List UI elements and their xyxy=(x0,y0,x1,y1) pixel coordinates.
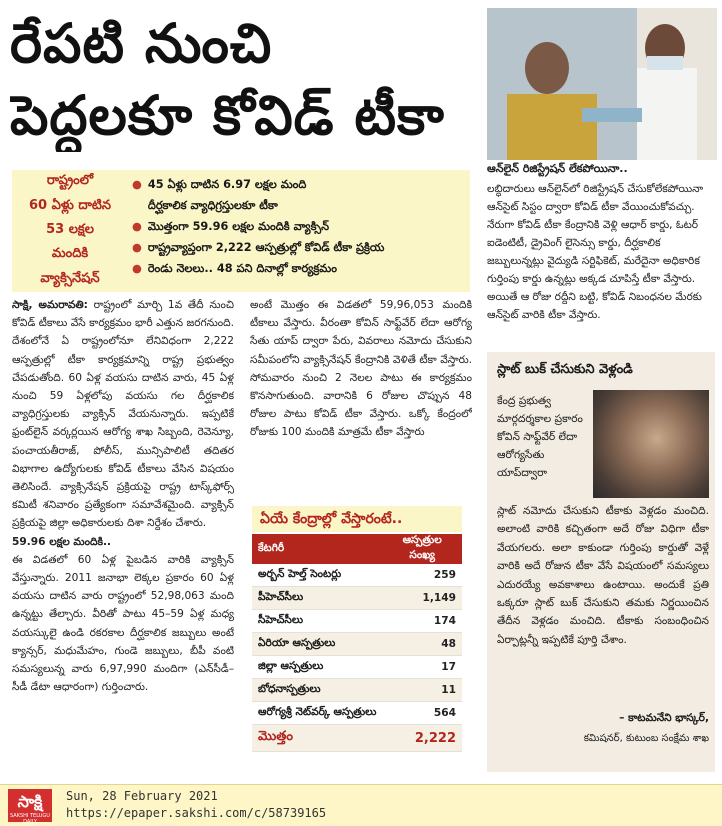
article-column-1 xyxy=(12,296,234,770)
table-cell: అర్బన్ హెల్త్ సెంటర్లు xyxy=(252,564,382,587)
table-total-row xyxy=(252,725,462,752)
table-cell: 1,149 xyxy=(382,587,462,610)
highlight-box xyxy=(12,170,470,292)
subheading: 59.96 లక్షల మందికి.. xyxy=(12,535,112,548)
table-cell: 11 xyxy=(382,679,462,702)
footer-url[interactable]: https://epaper.sakshi.com/c/58739165 xyxy=(66,806,327,820)
sakshi-logo xyxy=(8,789,52,825)
table-cell: జిల్లా ఆస్పత్రులు xyxy=(252,656,382,679)
paragraph: అంటే మొత్తం ఈ విడతలో 59,96,053 మందికి టీకాలు వేస్తారు. వీరంతా కోవిన్ సాఫ్ట్‌వేర్ లేదా ఆరోగ్య సేతు యాప్ ద్వారా పేరు, వివరాలు నమోదు చేసుకుని సమీపంలోని వ్యాక్సినేషన్ కేంద్రానికి వెళితే టీకా వేస్తారు. సోమవారం నుంచి 2 నెలల పాటు ఈ కార్యక్రమం కొనసాగుతుంది. వారానికి 6 రోజుల చొప్పున 48 రోజుల పాటు కోవిడ్ టీకా వేస్తారు. ఒక్కో కేంద్రంలో రోజుకు 100 మందికి మాత్రమే టీకా వేస్తారు xyxy=(250,299,472,439)
table-header: ఆస్పత్రుల సంఖ్య xyxy=(382,534,462,564)
table-row xyxy=(252,656,462,679)
dateline: సాక్షి, అమరావతి: xyxy=(12,299,88,311)
table-row xyxy=(252,587,462,610)
article-column-2 xyxy=(250,296,472,496)
highlight-bullet xyxy=(132,237,468,258)
highlight-left-line: రాష్ట్రంలో xyxy=(46,173,94,189)
slot-text-top: కేంద్ర ప్రభుత్వ మార్గదర్శకాల ప్రకారం కోవిన్ సాఫ్ట్‌వేర్ లేదా ఆరోగ్యసేతు యాప్‌ద్వారా xyxy=(497,395,583,479)
bullet-dot-icon: ● xyxy=(132,262,142,275)
highlight-bullet xyxy=(132,258,468,279)
highlight-bullets xyxy=(132,174,468,279)
bullet-text: 45 ఏళ్లు దాటిన 6.97 లక్షల మంది xyxy=(147,178,307,191)
hospital-table-box xyxy=(252,506,462,774)
highlight-bullet xyxy=(132,195,468,216)
slot-booking-box xyxy=(487,352,715,772)
highlight-bullet xyxy=(132,174,468,195)
logo-text: సాక్షి xyxy=(17,792,43,811)
table-row xyxy=(252,633,462,656)
paragraph: రాష్ట్రంలో మార్చి 1వ తేదీ నుంచి కోవిడ్ టీకాలు వేసే కార్యక్రమం భారీ ఎత్తున జరగనుంది. దేశంలోనే ఏ రాష్ట్రంలోనూ లేనివిధంగా 2,222 ఆస్పత్రుల్లో టీకా కార్యక్రమాన్ని రాష్ట్ర ప్రభుత్వం చేపడుతోంది. 60 ఏళ్ల వయసు దాటిన వారు, 45 ఏళ్ల నుంచి 59 ఏళ్లలోపు వయసు గల దీర్ఘకాలిక వ్యాధిగ్రస్తులకు వ్యాక్సిన్ వేయనున్నారు. ఇప్పటికే ఫ్రంట్‌లైన్ వర్కర్లయిన ఆరోగ్య శాఖ సిబ్బంది, రెవెన్యూ, పంచాయతీరాజ్, పోలీస్, మున్సిపాలిటీ తదితర విభాగాల ఉద్యోగులకు కోవిడ్ టీకాలు వేసిన విషయం తెలిసిందే. వ్యాక్సినేషన్ ప్రక్రియపై రాష్ట్ర టాస్క్‌ఫోర్స్ కమిటీ శనివారం ప్రత్యేకంగా సమావేశమైంది. వ్యాక్సిన్ ప్రక్రియపై జిల్లా అధికారులకు దిశా నిర్దేశం చేశారు. xyxy=(12,299,234,530)
bullet-dot-icon: ● xyxy=(132,178,142,191)
bullet-text: మొత్తంగా 59.96 లక్షల మందికి వ్యాక్సిన్ xyxy=(147,220,330,233)
paragraph: ఈ విడతలో 60 ఏళ్ల పైబడిన వారికి వ్యాక్సిన్ వేస్తున్నారు. 2011 జనాభా లెక్కల ప్రకారం 60 ఏళ్ల వయసు దాటిన వారు రాష్ట్రంలో 52,98,063 మంది ఉన్నట్టు తేల్చారు. వీరితో పాటు 45–59 ఏళ్ల మధ్య వయస్కులై ఉండి రకరకాల దీర్ఘకాలిక జబ్బులు అంటే క్యాన్సర్, మధుమేహం, గుండె జబ్బులు, బీపీ వంటి సమస్యలున్న వారు 6,97,990 మందిగా (ఎన్‌సీడీ–సీడీ డేటా ఆధారంగా) గుర్తించారు. xyxy=(12,553,234,694)
bullet-text: రెండు నెలలు.. 48 పని దినాల్లో కార్యక్రమం xyxy=(147,262,337,275)
footer xyxy=(0,784,722,826)
slot-text: స్లాట్ నమోదు చేసుకుని టీకాకు వెళ్లడం మంచిది. అలాంటి వారికి కచ్చితంగా అదే రోజు విధిగా టీకా వేయగలరు. అలా కాకుండా గుర్తింపు కార్డుతో వెళ్లే వారికి అదే రోజున టీకా వేసే విషయంలో సమస్యలు ఎదురయ్యే అవకాశాలు ఉంటాయి. అందుకే ప్రతి ఒక్కరూ స్లాట్ బుక్ చేసుకుని తమకు నిర్ణయించిన తేదీన వెళ్లడం మంచిది. టీకాకు సంబంధించిన ఏర్పాట్లన్నీ ఇప్పటికే పూర్తి చేశాం. xyxy=(497,505,709,646)
highlight-left xyxy=(12,170,128,292)
table-cell: పీహెచ్‌సీలు xyxy=(252,587,382,610)
photo-caption: ఆన్‌లైన్ రిజిస్ట్రేషన్ లేకపోయినా.. xyxy=(487,162,628,175)
photo-text: లబ్ధిదారులు ఆన్‌లైన్‌లో రిజిస్ట్రేషన్ చేసుకోలేకపోయినా ఆన్‌సైట్ సిస్టం ద్వారా కోవిడ్ టీకా వేయించుకోవచ్చు. నేరుగా కోవిడ్ టీకా కేంద్రానికి వెళ్లి ఆధార్ కార్డు, ఓటర్ ఐడెంటిటీ, డ్రైవింగ్ లైసెన్సు కార్డు, దీర్ఘకాలిక జబ్బులున్నట్లు వైద్యుడి సర్టిఫికెట్, మరేదైనా అధికారిక గుర్తింపు కార్డు ఉన్నట్లు అక్కడ చూపిస్తే టీకా వేస్తారు. అయితే ఆ రోజు రద్దీని బట్టి, కోవిడ్ నిబంధనల మేరకు ఆన్‌సైట్ వారికి టీకా వేస్తారు. xyxy=(487,183,704,321)
table-cell: 48 xyxy=(382,633,462,656)
slot-title: స్లాట్ బుక్ చేసుకుని వెళ్లండి xyxy=(497,362,633,377)
hospital-table xyxy=(252,534,462,752)
table-row xyxy=(252,610,462,633)
highlight-left-line: 53 లక్షల xyxy=(46,221,94,237)
table-total-label: మొత్తం xyxy=(252,725,382,752)
table-cell: 564 xyxy=(382,702,462,725)
table-row xyxy=(252,702,462,725)
footer-date: Sun, 28 February 2021 xyxy=(66,789,218,803)
headline-line-1: రేపటి నుంచి xyxy=(10,12,273,75)
slot-designation: కమిషనర్, కుటుంబ సంక్షేమ శాఖ xyxy=(583,733,709,744)
highlight-left-line: వ్యాక్సినేషన్ xyxy=(40,270,100,286)
table-cell: 17 xyxy=(382,656,462,679)
table-cell: బోధనాస్పత్రులు xyxy=(252,679,382,702)
vaccination-photo xyxy=(487,8,717,160)
table-cell: ఆరోగ్యశ్రీ నెట్‌వర్క్ ఆస్పత్రులు xyxy=(252,702,382,725)
table-cell: ఏరియా ఆస్పత్రులు xyxy=(252,633,382,656)
table-cell: 174 xyxy=(382,610,462,633)
table-row xyxy=(252,564,462,587)
table-cell: 259 xyxy=(382,564,462,587)
logo-subtext: SAKSHI TELUGU DAILY xyxy=(10,813,50,825)
highlight-left-line: మందికి xyxy=(51,246,89,262)
table-header: కేటగిరీ xyxy=(252,534,382,564)
table-cell: సీహెచ్‌సీలు xyxy=(252,610,382,633)
bullet-dot-icon: ● xyxy=(132,241,142,254)
table-title: ఏయే కేంద్రాల్లో వేస్తారంటే.. xyxy=(252,506,462,532)
official-portrait xyxy=(593,390,709,498)
bullet-dot-icon: ● xyxy=(132,220,142,233)
bullet-text: దీర్ఘకాలిక వ్యాధిగ్రస్తులకూ టీకా xyxy=(147,199,278,212)
table-total-value: 2,222 xyxy=(382,725,462,752)
slot-signature: – కాటమనేని భాస్కర్, xyxy=(619,712,709,724)
vaccination-photo-illustration xyxy=(487,8,717,160)
table-row xyxy=(252,679,462,702)
highlight-left-line: 60 ఏళ్లు దాటిన xyxy=(28,197,112,213)
headline-line-2: పెద్దలకూ కోవిడ్ టీకా xyxy=(10,84,445,147)
headline xyxy=(10,8,480,160)
highlight-bullet xyxy=(132,216,468,237)
table-header-row xyxy=(252,534,462,564)
bullet-text: రాష్ట్రవ్యాప్తంగా 2,222 ఆస్పత్రుల్లో కోవిడ్ టీకా ప్రక్రియ xyxy=(147,241,385,254)
